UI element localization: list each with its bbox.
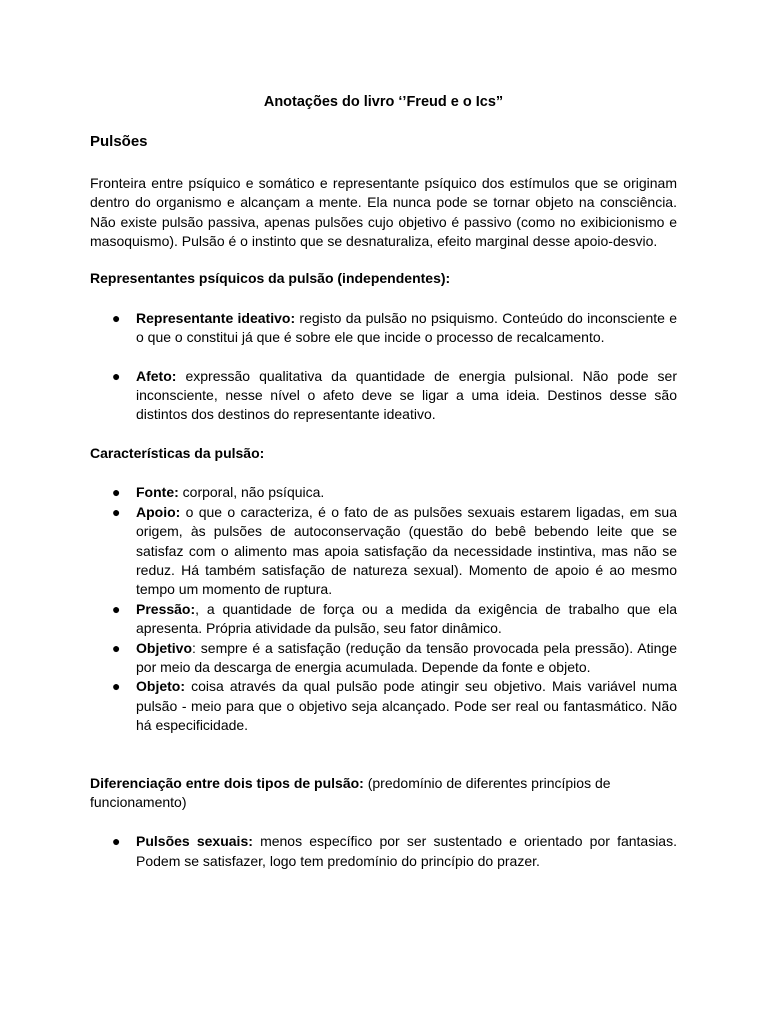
- bullet-icon: ●: [112, 639, 121, 656]
- item-text: corporal, não psíquica.: [178, 484, 325, 501]
- bullet-icon: ●: [112, 367, 121, 384]
- diferenciacao-heading-bold: Diferenciação entre dois tipos de pulsão:: [90, 774, 364, 791]
- item-term: Objetivo: [136, 639, 193, 656]
- representantes-list: [90, 309, 677, 425]
- list-item: [90, 677, 677, 735]
- representantes-heading: Representantes psíquicos da pulsão (independentes):: [90, 270, 451, 287]
- diferenciacao-list: [90, 832, 677, 871]
- document-title: Anotações do livro ‘’Freud e o Ics”: [263, 94, 504, 110]
- bullet-icon: ●: [112, 600, 121, 617]
- section-title: Pulsões: [90, 133, 148, 151]
- bullet-icon: ●: [112, 833, 121, 850]
- caracteristicas-heading: Características da pulsão:: [90, 444, 265, 461]
- item-term: Fonte:: [136, 484, 179, 501]
- bullet-icon: ●: [112, 503, 121, 520]
- item-term: Pulsões sexuais:: [136, 833, 253, 850]
- item-text: : sempre é a satisfação (redução da tensão provocada pela pressão). Atinge por meio da descarga de energia acumulada. Depende da fonte e objeto.: [136, 639, 677, 675]
- diferenciacao-heading-rest: (predomínio de diferentes princípios de funcionamento): [90, 774, 611, 810]
- document-body: [90, 93, 677, 871]
- item-text: o que o caracteriza, é o fato de as pulsões sexuais estarem ligadas, em sua origem, às pulsões de autoconservação (questão do bebê bebendo leite que se satisfaz com o alimento mas apoia satisfação da necessidade instintiva, mas não se reduz. Há também satisfação de natureza sexual). Momento de apoio é ao mesmo tempo um momento de ruptura.: [136, 503, 677, 598]
- list-item: [90, 503, 677, 600]
- list-item: [90, 600, 677, 639]
- list-item: [90, 639, 677, 678]
- item-term: Representante ideativo:: [136, 309, 296, 326]
- caracteristicas-list: [90, 483, 677, 735]
- item-text: registo da pulsão no psiquismo. Conteúdo do inconsciente e o que o constitui já que é sobre ele que incide o processo de recalcamento.: [136, 309, 677, 346]
- item-term: Objeto:: [136, 678, 185, 695]
- bullet-icon: ●: [112, 678, 121, 695]
- item-term: Pressão:: [136, 600, 196, 617]
- item-term: Apoio:: [136, 503, 181, 520]
- bullet-icon: ●: [112, 484, 121, 501]
- intro-paragraph: Fronteira entre psíquico e somático e representante psíquico dos estímulos que se originam dentro do organismo e alcançam a mente. Ela nunca pode se tornar objeto na consciência. Não existe pulsão passiva, apenas pulsões cujo objetivo é passivo (como no exibicionismo e masoquismo). Pulsão é o instinto que se desnaturaliza, efeito marginal desse apoio-desvio.: [90, 174, 677, 250]
- list-item: [90, 367, 677, 425]
- list-item: [90, 832, 677, 871]
- list-item: [90, 483, 677, 502]
- item-term: Afeto:: [136, 367, 177, 384]
- item-text: expressão qualitativa da quantidade de energia pulsional. Não pode ser inconsciente, nesse nível o afeto deve se ligar a uma ideia. Destinos desse são distintos dos destinos do representante ideativo.: [136, 367, 677, 423]
- item-text: coisa através da qual pulsão pode atingir seu objetivo. Mais variável numa pulsão - meio para que o objetivo seja alcançado. Pode ser real ou fantasmático. Não há especificidade.: [136, 678, 677, 734]
- diferenciacao-heading: [90, 774, 677, 813]
- item-text: , a quantidade de força ou a medida da exigência de trabalho que ela apresenta. Própria atividade da pulsão, seu fator dinâmico.: [136, 600, 677, 637]
- bullet-icon: ●: [112, 309, 121, 326]
- item-text: menos específico por ser sustentado e orientado por fantasias. Podem se satisfazer, logo tem predomínio do princípio do prazer.: [136, 833, 677, 869]
- list-item: [90, 309, 677, 348]
